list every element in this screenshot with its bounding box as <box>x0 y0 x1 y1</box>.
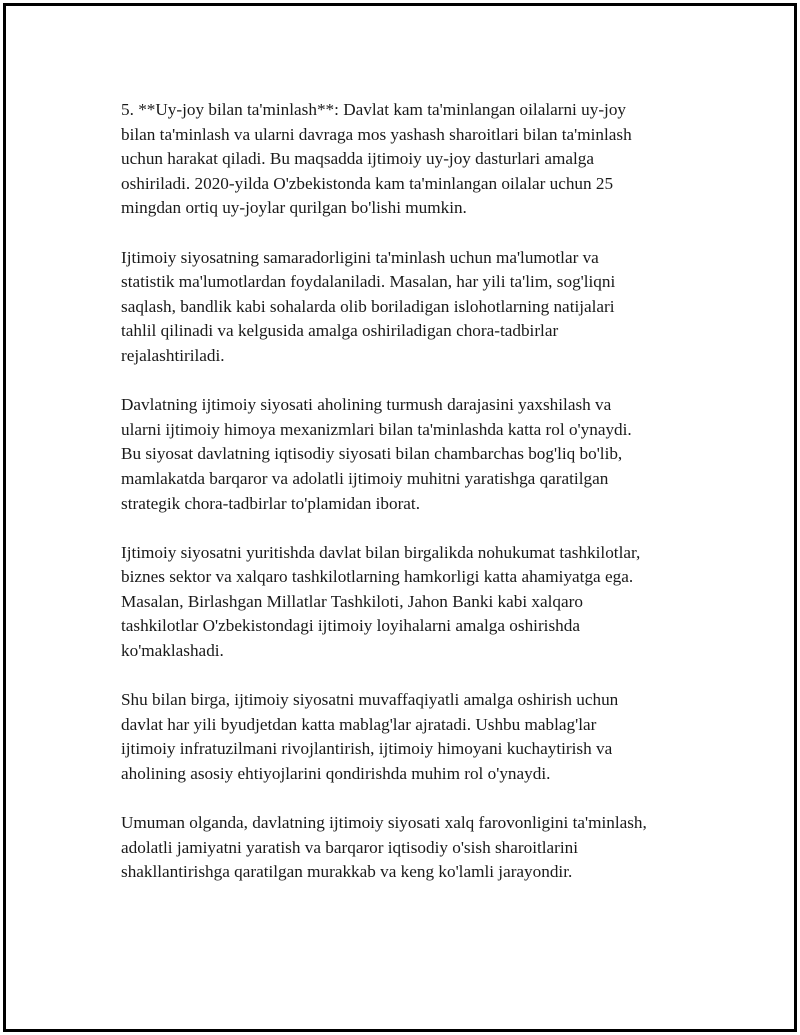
paragraph-living-standards: Davlatning ijtimoiy siyosati aholining turmush darajasini yaxshilash va ularni ijtimoiy himoya mexanizmlari bilan ta'minlashda katta rol o'ynaydi. Bu siyosat davlatning iqtisodiy siyosati bilan chambarchas bog'liq bo'lib, mamlakatda barqaror va adolatli ijtimoiy muhitni yaratishga qaratilgan strategik chora-tadbirlar to'plamidan iborat. <box>121 395 632 513</box>
paragraph-housing: 5. **Uy-joy bilan ta'minlash**: Davlat kam ta'minlangan oilalarni uy-joy bilan ta'minlash va ularni davraga mos yashash sharoitlari bilan ta'minlash uchun harakat qiladi. Bu maqsadda ijtimoiy uy-joy dasturlari amalga oshiriladi. 2020-yilda O'zbekistonda kam ta'minlangan oilalar uchun 25 mingdan ortiq uy-joylar qurilgan bo'lishi mumkin. <box>121 100 632 218</box>
paragraph-partnerships: Ijtimoiy siyosatni yuritishda davlat bilan birgalikda nohukumat tashkilotlar, biznes sektor va xalqaro tashkilotlarning hamkorligi katta ahamiyatga ega. Masalan, Birlashgan Millatlar Tashkiloti, Jahon Banki kabi xalqaro tashkilotlar O'zbekistondagi ijtimoiy loyihalarni amalga oshirishda ko'maklashadi. <box>121 542 641 661</box>
document-page <box>3 3 797 1032</box>
document-body <box>121 98 706 910</box>
paragraph-budget: Shu bilan birga, ijtimoiy siyosatni muvaffaqiyatli amalga oshirish uchun davlat har yili byudjetdan katta mablag'lar ajratadi. Ushbu mablag'lar ijtimoiy infratuzilmani rivojlantirish, ijtimoiy himoyani kuchaytirish va aholining asosiy ehtiyojlarini qondirishda muhim rol o'ynaydi. <box>121 690 619 784</box>
paragraph-conclusion: Umuman olganda, davlatning ijtimoiy siyosati xalq farovonligini ta'minlash, adolatli jamiyatni yaratish va barqaror iqtisodiy o'sish sharoitlarini shakllantirishga qaratilgan murakkab va keng ko'lamli jarayondir. <box>121 813 647 882</box>
paragraph-statistics: Ijtimoiy siyosatning samaradorligini ta'minlash uchun ma'lumotlar va statistik ma'lumotlardan foydalaniladi. Masalan, har yili ta'lim, sog'liqni saqlash, bandlik kabi sohalarda olib boriladigan islohotlarning natijalari tahlil qilinadi va kelgusida amalga oshiriladigan chora-tadbirlar rejalashtiriladi. <box>121 247 616 365</box>
